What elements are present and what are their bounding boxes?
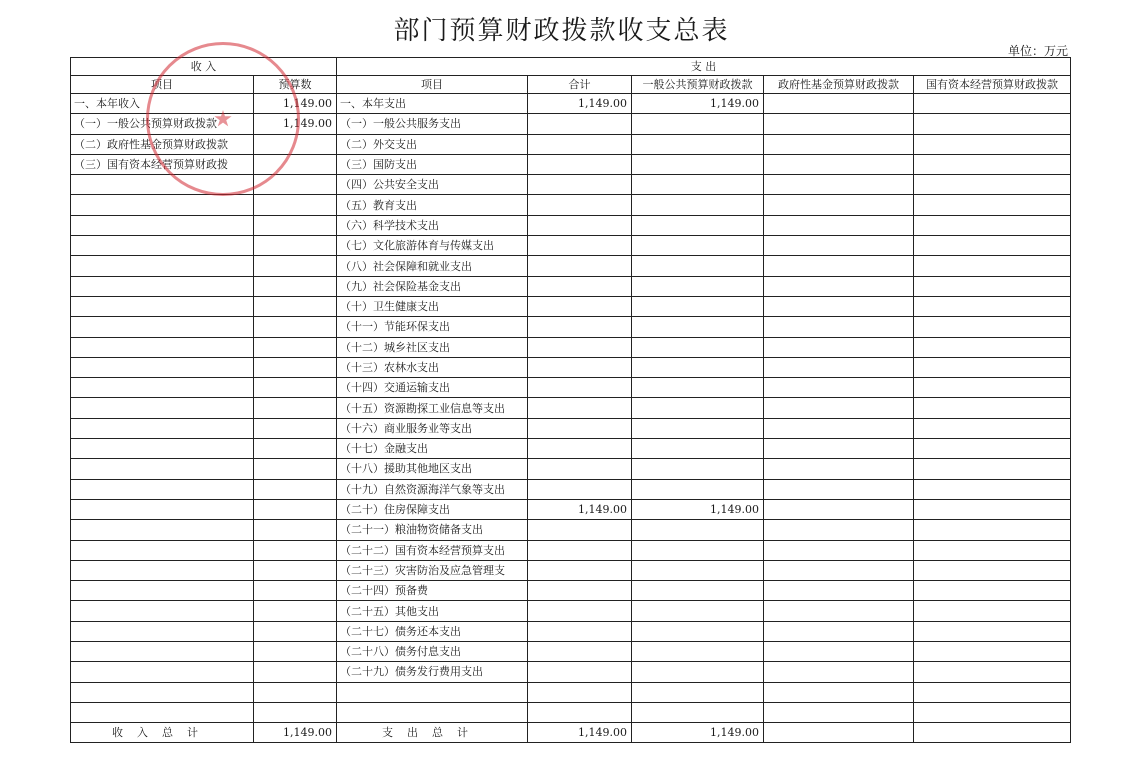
expense-gov-fund-cell [764,256,914,276]
expense-item-cell: （二十二）国有资本经营预算支出 [337,540,528,560]
expense-state-capital-cell [914,459,1071,479]
income-item-cell [71,337,254,357]
expense-total-cell [528,662,632,682]
expense-total-cell [528,418,632,438]
expense-total-cell [528,621,632,641]
income-budget-cell [254,459,337,479]
income-group-header: 收 入 [71,58,337,76]
budget-table [70,57,1071,743]
expense-state-capital-cell [914,662,1071,682]
expense-gov-fund-cell [764,154,914,174]
expense-total-cell [528,114,632,134]
expense-total-cell [528,195,632,215]
expense-total-cell [528,276,632,296]
expense-general-cell [632,195,764,215]
expense-gov-fund-cell [764,418,914,438]
expense-state-capital-cell [914,195,1071,215]
expense-gov-fund-cell [764,134,914,154]
table-row [71,398,1071,418]
expense-state-capital-cell [914,702,1071,722]
expense-item-cell: （二十五）其他支出 [337,601,528,621]
expense-general-cell [632,621,764,641]
expense-state-capital-cell [914,114,1071,134]
income-budget-cell [254,418,337,438]
expense-state-capital-cell [914,520,1071,540]
expense-item-cell [337,682,528,702]
expense-state-capital-cell [914,317,1071,337]
expense-item-cell: （十九）自然资源海洋气象等支出 [337,479,528,499]
income-item-cell: （三）国有资本经营预算财政拨 [71,154,254,174]
expense-gov-fund-cell [764,459,914,479]
income-budget-cell [254,236,337,256]
expense-general-cell [632,439,764,459]
expense-state-capital-cell [914,94,1071,114]
col-header-gov-fund: 政府性基金预算财政拨款 [764,76,914,94]
table-row [71,378,1071,398]
expense-item-cell: （十二）城乡社区支出 [337,337,528,357]
table-row [71,621,1071,641]
unit-label: 单位：万元 [1007,44,1068,58]
income-item-cell [71,682,254,702]
expense-state-capital-cell [914,154,1071,174]
col-header-item: 项目 [71,76,254,94]
table-row [71,215,1071,235]
expense-item-cell: （二十一）粮油物资储备支出 [337,520,528,540]
income-budget-cell [254,479,337,499]
expense-item-cell: （二十四）预备费 [337,581,528,601]
expense-total-cell: 1,149.00 [528,499,632,519]
expense-gov-fund-cell [764,682,914,702]
expense-state-capital-cell [914,256,1071,276]
expense-general-cell: 1,149.00 [632,499,764,519]
income-item-cell: （二）政府性基金预算财政拨款 [71,134,254,154]
expense-gov-fund-cell [764,439,914,459]
expense-total-cell [528,520,632,540]
income-item-cell [71,439,254,459]
expense-item-cell [337,702,528,722]
expense-item-cell: （七）文化旅游体育与传媒支出 [337,236,528,256]
expense-general-cell [632,581,764,601]
expense-item-cell: （十一）节能环保支出 [337,317,528,337]
expense-state-capital-cell [914,621,1071,641]
expense-state-capital-cell [914,479,1071,499]
expense-state-capital-cell [914,215,1071,235]
expense-gov-fund-cell [764,499,914,519]
expense-state-capital-cell [914,357,1071,377]
expense-gov-fund-cell [764,215,914,235]
expense-item-cell: （二）外交支出 [337,134,528,154]
expense-state-capital-cell [914,540,1071,560]
income-budget-cell: 1,149.00 [254,114,337,134]
income-item-cell [71,540,254,560]
expense-gov-fund-cell [764,357,914,377]
expense-state-capital-cell [914,601,1071,621]
expense-item-cell: （一）一般公共服务支出 [337,114,528,134]
table-row [71,439,1071,459]
expense-total-cell [528,682,632,702]
expense-total-cell [528,296,632,316]
expense-gov-fund-cell [764,337,914,357]
table-row [71,357,1071,377]
table-row [71,702,1071,722]
income-budget-cell [254,621,337,641]
income-item-cell [71,276,254,296]
income-budget-cell [254,276,337,296]
expense-state-capital-cell [914,642,1071,662]
expense-item-cell: （六）科学技术支出 [337,215,528,235]
expense-gov-fund-cell [764,540,914,560]
expense-total-cell [528,560,632,580]
page-title: 部门预算财政拨款收支总表 [393,16,730,46]
expense-total-cell [528,134,632,154]
expense-gov-fund-cell [764,702,914,722]
expense-general-cell [632,215,764,235]
col-header-budget: 预算数 [254,76,337,94]
expense-item-cell: （二十）住房保障支出 [337,499,528,519]
table-row [71,317,1071,337]
header-row-groups [71,58,1071,76]
expense-item-cell: （十七）金融支出 [337,439,528,459]
income-item-cell: （一）一般公共预算财政拨款 [71,114,254,134]
income-budget-cell [254,398,337,418]
expense-total-cell [528,459,632,479]
expense-total-label: 支出总计 [337,723,528,743]
income-budget-cell [254,317,337,337]
expense-group-header: 支 出 [337,58,1071,76]
expense-state-capital-cell [914,682,1071,702]
expense-total-cell [528,439,632,459]
expense-general-cell [632,601,764,621]
income-item-cell [71,317,254,337]
expense-total-cell: 1,149.00 [528,94,632,114]
table-row [71,134,1071,154]
income-item-cell [71,378,254,398]
expense-item-cell: （二十九）债务发行费用支出 [337,662,528,682]
income-budget-cell [254,540,337,560]
income-total-label: 收入总计 [71,723,254,743]
income-item-cell [71,256,254,276]
expense-total-cell [528,479,632,499]
expense-general-cell [632,682,764,702]
expense-item-cell: （十八）援助其他地区支出 [337,459,528,479]
expense-general-cell [632,702,764,722]
income-total-value: 1,149.00 [254,723,337,743]
income-item-cell [71,418,254,438]
expense-gov-fund-cell [764,296,914,316]
income-budget-cell [254,175,337,195]
expense-total-cell [528,702,632,722]
expense-general-cell [632,520,764,540]
expense-gov-fund-cell [764,581,914,601]
expense-total-value: 1,149.00 [528,723,632,743]
col-header-total: 合计 [528,76,632,94]
table-row [71,296,1071,316]
table-row [71,479,1071,499]
income-item-cell [71,601,254,621]
expense-general-cell [632,134,764,154]
table-row [71,459,1071,479]
income-budget-cell: 1,149.00 [254,94,337,114]
table-row [71,540,1071,560]
expense-item-cell: 一、本年支出 [337,94,528,114]
expense-total-cell [528,236,632,256]
table-row [71,175,1071,195]
expense-total-cell [528,642,632,662]
expense-state-capital-cell [914,581,1071,601]
income-item-cell [71,642,254,662]
income-item-cell [71,459,254,479]
income-item-cell [71,215,254,235]
table-row [71,662,1071,682]
expense-state-capital-cell [914,175,1071,195]
income-budget-cell [254,357,337,377]
table-row [71,418,1071,438]
income-item-cell [71,662,254,682]
income-budget-cell [254,154,337,174]
income-budget-cell [254,337,337,357]
expense-total-cell [528,357,632,377]
expense-state-capital-cell [914,236,1071,256]
expense-general-cell [632,296,764,316]
expense-item-cell: （五）教育支出 [337,195,528,215]
expense-item-cell: （十四）交通运输支出 [337,378,528,398]
income-item-cell [71,398,254,418]
expense-total-cell [528,154,632,174]
expense-general-cell [632,236,764,256]
income-budget-cell [254,581,337,601]
expense-general-cell: 1,149.00 [632,94,764,114]
table-row [71,114,1071,134]
income-budget-cell [254,256,337,276]
totals-row [71,723,1071,743]
expense-state-capital-cell [914,296,1071,316]
income-budget-cell [254,378,337,398]
income-item-cell [71,520,254,540]
income-item-cell [71,236,254,256]
expense-item-cell: （四）公共安全支出 [337,175,528,195]
income-budget-cell [254,560,337,580]
expense-gov-fund-cell [764,520,914,540]
expense-gov-fund-cell [764,479,914,499]
table-row [71,195,1071,215]
table-row [71,682,1071,702]
table-row [71,581,1071,601]
expense-general-cell [632,459,764,479]
income-budget-cell [254,134,337,154]
expense-general-cell [632,276,764,296]
table-row [71,154,1071,174]
expense-general-cell [632,560,764,580]
expense-total-cell [528,215,632,235]
income-item-cell: 一、本年收入 [71,94,254,114]
col-header-exp-item: 项目 [337,76,528,94]
income-item-cell [71,499,254,519]
expense-gov-fund-cell [764,114,914,134]
expense-general-cell [632,479,764,499]
income-item-cell [71,621,254,641]
expense-general-total-value: 1,149.00 [632,723,764,743]
expense-item-cell: （二十七）债务还本支出 [337,621,528,641]
income-item-cell [71,560,254,580]
expense-total-cell [528,337,632,357]
expense-gov-fund-cell [764,378,914,398]
expense-item-cell: （十三）农林水支出 [337,357,528,377]
table-row [71,560,1071,580]
expense-gov-fund-cell [764,560,914,580]
expense-general-cell [632,114,764,134]
expense-gov-fund-cell [764,236,914,256]
table-row [71,601,1071,621]
expense-total-cell [528,581,632,601]
table-row [71,256,1071,276]
expense-gov-fund-cell [764,621,914,641]
expense-general-cell [632,175,764,195]
expense-state-capital-cell [914,560,1071,580]
expense-item-cell: （三）国防支出 [337,154,528,174]
expense-gov-fund-cell [764,175,914,195]
expense-general-cell [632,256,764,276]
income-budget-cell [254,215,337,235]
income-item-cell [71,357,254,377]
expense-general-cell [632,154,764,174]
expense-item-cell: （二十八）债务付息支出 [337,642,528,662]
income-budget-cell [254,702,337,722]
expense-gov-fund-cell [764,94,914,114]
expense-gov-fund-cell [764,601,914,621]
income-budget-cell [254,439,337,459]
expense-total-cell [528,256,632,276]
expense-gov-fund-cell [764,398,914,418]
expense-total-cell [528,398,632,418]
expense-general-cell [632,540,764,560]
col-header-state-capital: 国有资本经营预算财政拨款 [914,76,1071,94]
expense-gov-fund-cell [764,276,914,296]
expense-state-capital-cell [914,337,1071,357]
expense-state-capital-cell [914,398,1071,418]
expense-gov-fund-cell [764,642,914,662]
income-budget-cell [254,682,337,702]
income-budget-cell [254,296,337,316]
expense-item-cell: （九）社会保险基金支出 [337,276,528,296]
income-item-cell [71,479,254,499]
expense-gov-fund-cell [764,317,914,337]
expense-state-capital-cell [914,378,1071,398]
expense-item-cell: （二十三）灾害防治及应急管理支 [337,560,528,580]
gov-fund-total-value [764,723,914,743]
col-header-general: 一般公共预算财政拨款 [632,76,764,94]
table-row [71,276,1071,296]
expense-state-capital-cell [914,499,1071,519]
expense-total-cell [528,378,632,398]
expense-general-cell [632,642,764,662]
expense-general-cell [632,337,764,357]
expense-general-cell [632,662,764,682]
income-budget-cell [254,195,337,215]
expense-general-cell [632,357,764,377]
header-row-columns [71,76,1071,94]
expense-state-capital-cell [914,134,1071,154]
expense-item-cell: （十六）商业服务业等支出 [337,418,528,438]
income-budget-cell [254,499,337,519]
income-item-cell [71,175,254,195]
expense-gov-fund-cell [764,195,914,215]
income-item-cell [71,195,254,215]
expense-general-cell [632,378,764,398]
income-budget-cell [254,520,337,540]
income-item-cell [71,581,254,601]
income-budget-cell [254,601,337,621]
table-row [71,642,1071,662]
table-row [71,499,1071,519]
state-capital-total-value [914,723,1071,743]
expense-item-cell: （十）卫生健康支出 [337,296,528,316]
expense-item-cell: （八）社会保障和就业支出 [337,256,528,276]
expense-state-capital-cell [914,439,1071,459]
expense-total-cell [528,540,632,560]
income-budget-cell [254,642,337,662]
expense-state-capital-cell [914,418,1071,438]
expense-general-cell [632,317,764,337]
expense-total-cell [528,317,632,337]
expense-general-cell [632,418,764,438]
expense-state-capital-cell [914,276,1071,296]
expense-total-cell [528,601,632,621]
table-row [71,94,1071,114]
expense-total-cell [528,175,632,195]
income-item-cell [71,702,254,722]
expense-general-cell [632,398,764,418]
table-row [71,520,1071,540]
table-row [71,337,1071,357]
expense-item-cell: （十五）资源勘探工业信息等支出 [337,398,528,418]
expense-gov-fund-cell [764,662,914,682]
income-budget-cell [254,662,337,682]
table-row [71,236,1071,256]
income-item-cell [71,296,254,316]
